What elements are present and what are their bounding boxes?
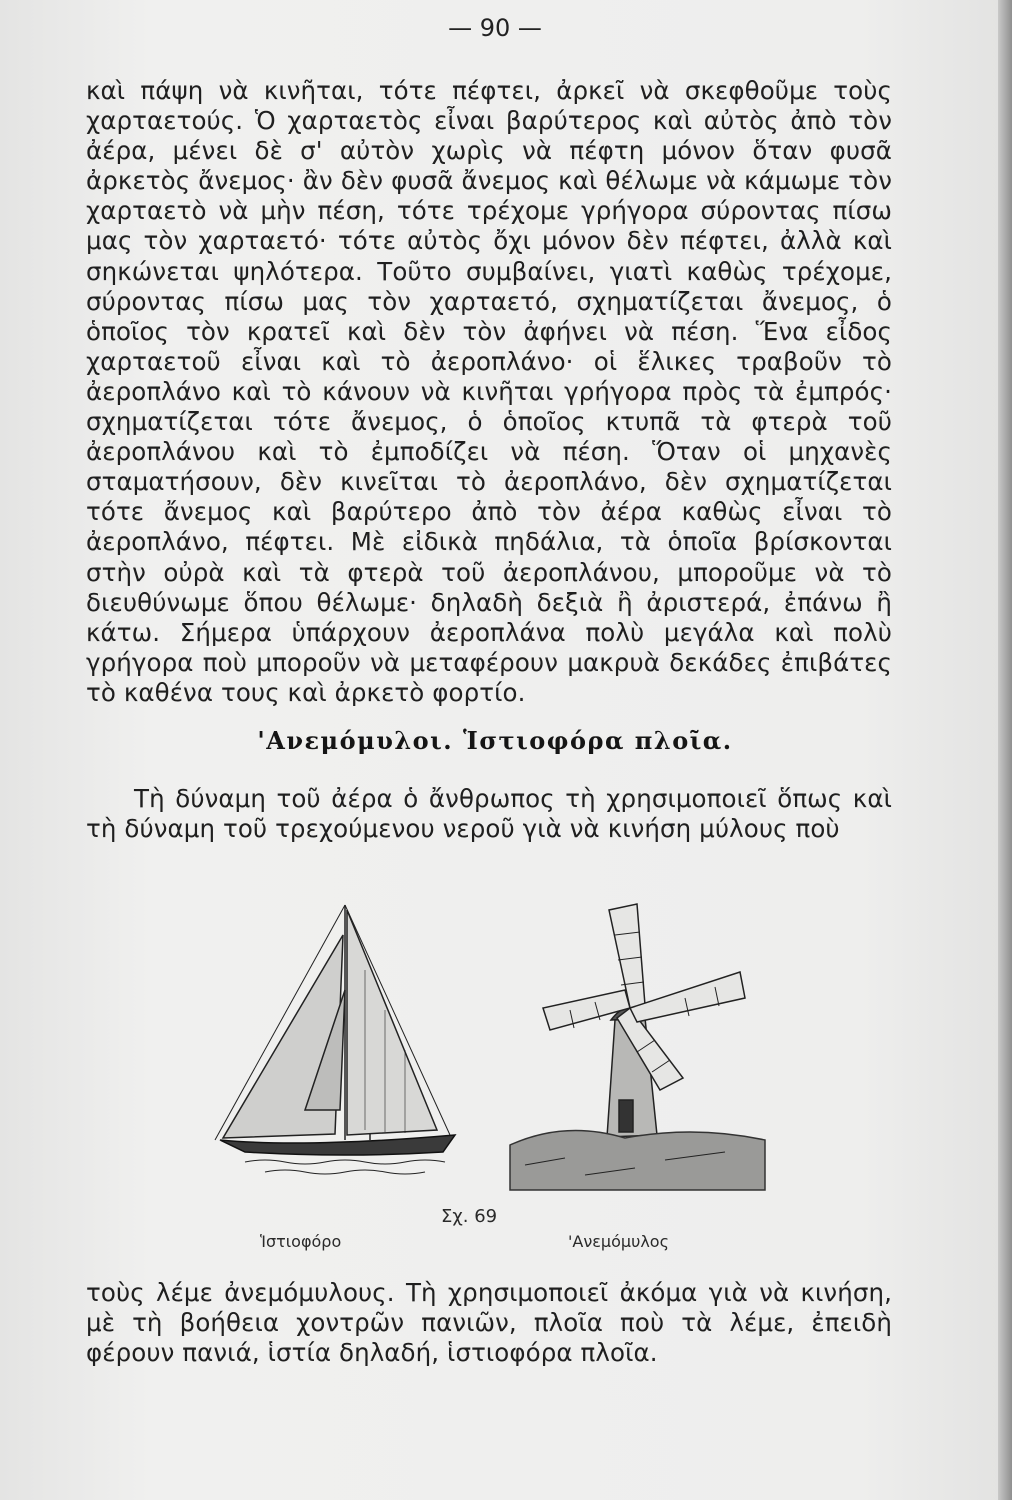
windmill-caption: 'Ανεμόμυλος	[568, 1232, 669, 1251]
figure-69	[205, 890, 805, 1210]
page-edge-shadow	[998, 0, 1012, 1500]
paragraph-1	[86, 76, 892, 708]
sailboat-caption: Ἱστιοφόρο	[260, 1232, 342, 1251]
page-number: — 90 —	[448, 14, 542, 42]
windmill-illustration	[510, 904, 765, 1190]
paragraph-2	[86, 784, 892, 844]
sailboat-illustration	[215, 905, 455, 1174]
figure-illustration	[205, 890, 805, 1210]
paragraph-3-text: τοὺς λέμε ἀνεμόμυλους. Τὴ χρησιμοποιεῖ ἀκόμα γιὰ νὰ κινήση, μὲ τὴ βοήθεια χοντρῶν πανιῶν, πλοῖα ποὺ τὰ λέμε, ἐπειδὴ φέρουν πανιά, ἱστία δηλαδή, ἱστιοφόρα πλοῖα.	[86, 1278, 892, 1368]
section-heading: 'Ανεμόμυλοι. Ἱστιοφόρα πλοῖα.	[257, 726, 733, 755]
paragraph-1-text: καὶ πάψη νὰ κινῆται, τότε πέφτει, ἀρκεῖ νὰ σκεφθοῦμε τοὺς χαρταετούς. Ὁ χαρταετὸς εἶναι βαρύτερος καὶ αὐτὸς ἀπὸ τὸν ἀέρα, μένει δὲ σ' αὐτὸν χωρὶς νὰ πέφτη μόνον ὅταν φυσᾶ ἀρκετὸς ἄνεμος· ἂν δὲν φυσᾶ ἄνεμος καὶ θέλωμε νὰ κάμωμε τὸν χαρταετὸ νὰ μὴν πέση, τότε τρέχομε γρήγορα σύροντας πίσω μας τὸν χαρταετό· τότε αὐτὸς ὄχι μόνον δὲν πέφτει, ἀλλὰ καὶ σηκώνεται ψηλότερα. Τοῦτο συμβαίνει, γιατὶ καθὼς τρέχομε, σύροντας πίσω μας τὸν χαρταετό, σχηματίζεται ἄνεμος, ὁ ὁποῖος τὸν κρατεῖ καὶ δὲν τὸν ἀφήνει νὰ πέση. Ἕνα εἶδος χαρταετοῦ εἶναι καὶ τὸ ἀεροπλάνο· οἱ ἕλικες τραβοῦν τὸ ἀεροπλάνο καὶ τὸ κάνουν νὰ κινῆται γρήγορα πρὸς τὰ ἐμπρός· σχηματίζεται τότε ἄνεμος, ὁ ὁποῖος κτυπᾶ τὰ φτερὰ τοῦ ἀεροπλάνου καὶ τὸ ἐμποδίζει νὰ πέση. Ὅταν οἱ μηχανὲς σταματήσουν, δὲν κινεῖται τὸ ἀεροπλάνο, δὲν σχηματίζεται τότε ἄνεμος καὶ βαρύτερο ἀπὸ τὸν ἀέρα καθὼς εἶναι τὸ ἀεροπλάνο, πέφτει. Μὲ εἰδικὰ πηδάλια, τὰ ὁποῖα βρίσκονται στὴν οὐρὰ καὶ τὰ φτερὰ τοῦ ἀεροπλάνου, μποροῦμε νὰ τὸ διευθύνωμε ὅπου θέλωμε· δηλαδὴ δεξιὰ ἢ ἀριστερά, ἐπάνω ἢ κάτω. Σήμερα ὑπάρχουν ἀεροπλάνα πολὺ μεγάλα καὶ πολὺ γρήγορα ποὺ μποροῦν νὰ μεταφέρουν μακρυὰ δεκάδες ἐπιβάτες τὸ καθένα τους καὶ ἀρκετὸ φορτίο.	[86, 76, 892, 707]
figure-number: Σχ. 69	[441, 1206, 498, 1227]
paragraph-2-text: Τὴ δύναμη τοῦ ἀέρα ὁ ἄνθρωπος τὴ χρησιμοποιεῖ ὅπως καὶ τὴ δύναμη τοῦ τρεχούμενου νεροῦ γιὰ νὰ κινήση μύλους ποὺ	[86, 784, 892, 844]
paragraph-3	[86, 1278, 892, 1368]
